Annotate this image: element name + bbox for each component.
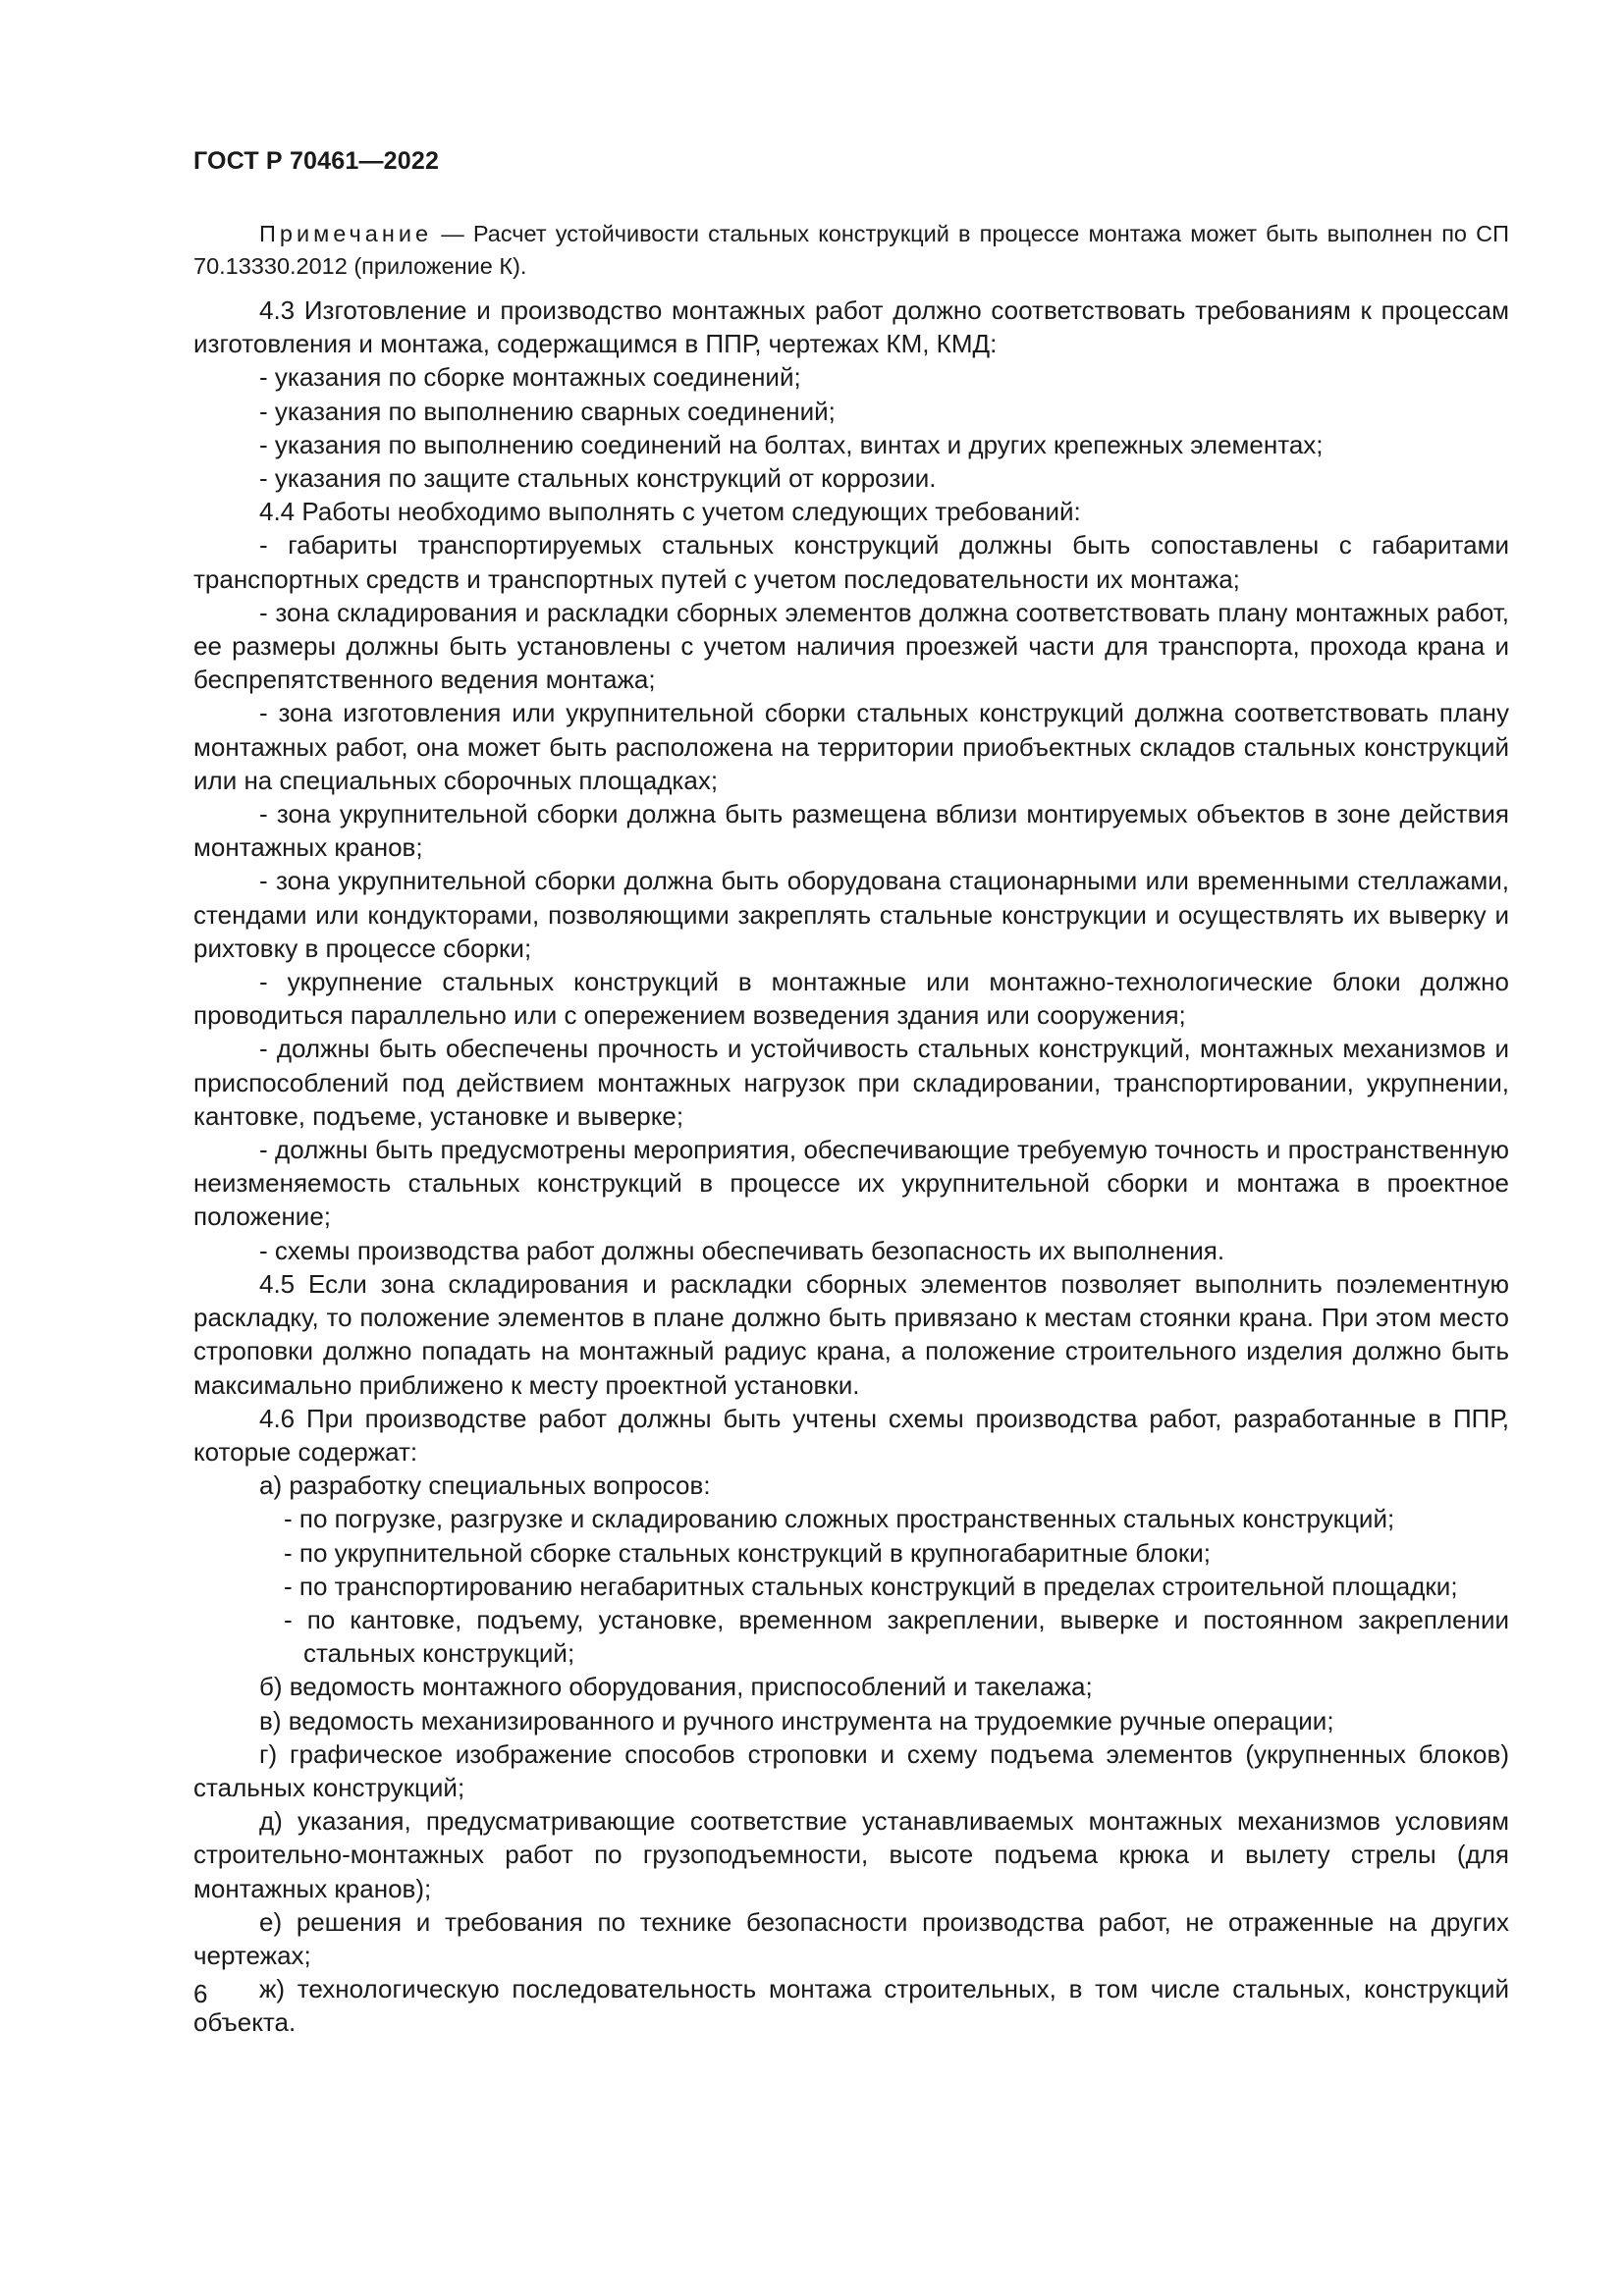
document-header: ГОСТ Р 70461—2022 [193, 147, 440, 175]
list-item-zh: ж) технологическую последовательность монтажа строительных, в том числе стальных, конструкций объекта. [193, 1974, 1509, 2038]
page-number: 6 [193, 1979, 208, 2008]
clause-4-4-intro: 4.4 Работы необходимо выполнять с учетом следующих требований: [259, 497, 1081, 527]
list-item: - должны быть обеспечены прочность и устойчивость стальных конструкций, монтажных механизмов и приспособлений под действием монтажных нагрузок при складировании, транспортировании, укрупнении, кантовке, подъеме, установке и выверке; [193, 1034, 1509, 1131]
clause-4-6-intro: 4.6 При производстве работ должны быть учтены схемы производства работ, разработанные в ППР, которые содержат: [193, 1403, 1509, 1467]
clause-4-3-intro: 4.3 Изготовление и производство монтажных работ должно соответствовать требованиям к процессам изготовления и монтажа, содержащимся в ППР, чертежах КМ, КМД: [193, 295, 1509, 359]
list-item: - указания по выполнению соединений на болтах, винтах и других крепежных элементах; [259, 429, 1324, 459]
list-item: - схемы производства работ должны обеспечивать безопасность их выполнения. [259, 1235, 1225, 1265]
list-item-a: а) разработку специальных вопросов: [259, 1470, 711, 1501]
list-item: - зона изготовления или укрупнительной сборки стальных конструкций должна соответствовать плану монтажных работ, она может быть расположена на территории приобъектных складов стальных конструкций или на специальных сборочных площадках; [193, 698, 1509, 795]
note-paragraph [193, 218, 1509, 283]
list-item: - зона складирования и раскладки сборных элементов должна соответствовать плану монтажных работ, ее размеры должны быть установлены с учетом наличия проезжей части для транспорта, прохода крана и беспрепятственного ведения монтажа; [193, 597, 1509, 695]
list-item-b: б) ведомость монтажного оборудования, приспособлений и такелажа; [259, 1672, 1093, 1702]
list-item-e: е) решения и требования по технике безопасности производства работ, не отраженные на других чертежах; [193, 1906, 1509, 1970]
list-item: - указания по выполнению сварных соединений; [259, 396, 836, 426]
list-item: - зона укрупнительной сборки должна быть оборудована стационарными или временными стеллажами, стендами или кондукторами, позволяющими закреплять стальные конструкции и осуществлять их выверку и рихтовку в процессе сборки; [193, 866, 1509, 963]
clause-4-5: 4.5 Если зона складирования и раскладки сборных элементов позволяет выполнить поэлементную раскладку, то положение элементов в плане должно быть привязано к местам стоянки крана. При этом место строповки должно попадать на монтажный радиус крана, а положение строительного изделия должно быть максимально приближено к месту проектной установки. [193, 1268, 1509, 1400]
list-item: - зона укрупнительной сборки должна быть размещена вблизи монтируемых объектов в зоне действия монтажных кранов; [193, 799, 1509, 863]
list-item: - указания по сборке монтажных соединений; [259, 362, 801, 393]
list-item-v: в) ведомость механизированного и ручного инструмента на трудоемкие ручные операции; [259, 1705, 1334, 1735]
list-item: - указания по защите стальных конструкций от коррозии. [259, 463, 937, 494]
sub-list-item: - по транспортированию негабаритных стальных конструкций в пределах строительной площадки; [284, 1571, 1458, 1601]
list-item: - должны быть предусмотрены мероприятия, обеспечивающие требуемую точность и пространственную неизменяемость стальных конструкций в процессе их укрупнительной сборки и монтажа в проектное положение; [193, 1135, 1509, 1232]
document-body [193, 218, 1509, 2040]
note-label: Примечание [259, 221, 433, 246]
list-item-g: г) графическое изображение способов строповки и схему подъема элементов (укрупненных блоков) стальных конструкций; [193, 1738, 1509, 1802]
list-item: - габариты транспортируемых стальных конструкций должны быть сопоставлены с габаритами транспортных средств и транспортных путей с учетом последовательности их монтажа; [193, 530, 1509, 594]
sub-list-item: - по укрупнительной сборке стальных конструкций в крупногабаритные блоки; [284, 1537, 1211, 1568]
list-item: - укрупнение стальных конструкций в монтажные или монтажно-технологические блоки должно проводиться параллельно или с опережением возведения здания или сооружения; [193, 967, 1509, 1031]
sub-list-item: - по кантовке, подъему, установке, временном закреплении, выверке и постоянном закреплении стальных конструкций; [284, 1604, 1509, 1669]
note-text: — Расчет устойчивости стальных конструкций в процессе монтажа может быть выполнен по СП 70.13330.2012 (приложение К). [193, 221, 1510, 279]
list-item-d: д) указания, предусматривающие соответствие устанавливаемых монтажных механизмов условиям строительно-монтажных работ по грузоподъемности, высоте подъема крюка и вылету стрелы (для монтажных кранов); [193, 1806, 1509, 1903]
sub-list-item: - по погрузке, разгрузке и складированию сложных пространственных стальных конструкций; [284, 1504, 1395, 1534]
